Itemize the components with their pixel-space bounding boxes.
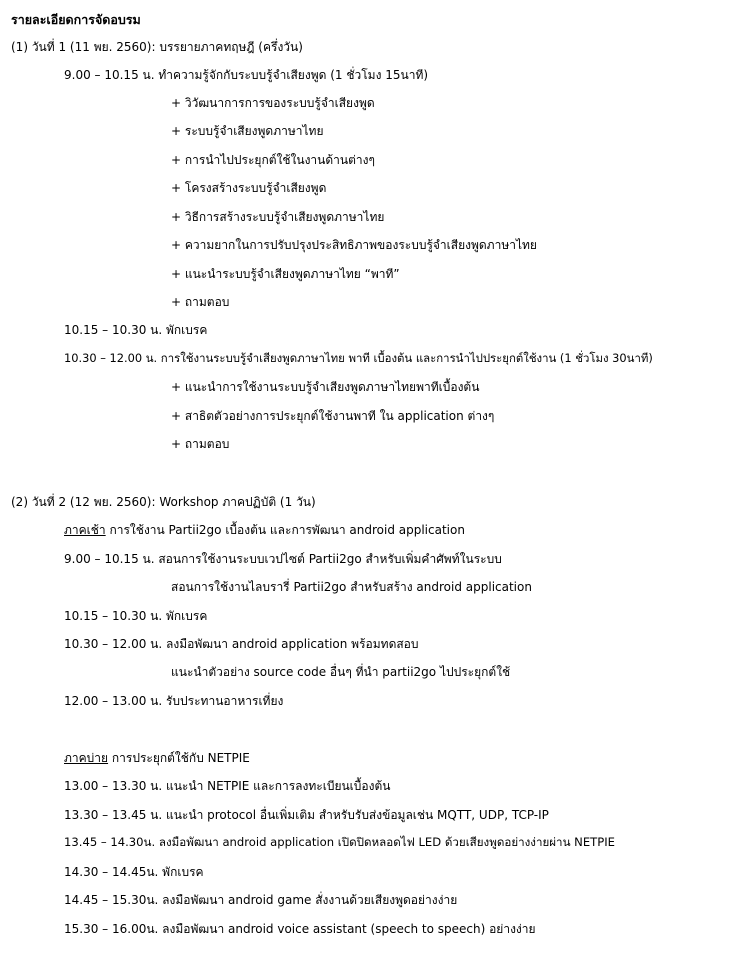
day2-afternoon-item: 13.45 – 14.30น. ลงมือพัฒนา android application เปิดปิดหลอดไฟ LED ด้วยเสียงพูดอย่างง่ายผ่าน NETPIE [64,835,615,849]
day2-afternoon-header [64,751,250,765]
day1-session2-item: + แนะนำการใช้งานระบบรู้จำเสียงพูดภาษาไทยพาทีเบื้องต้น [171,380,480,394]
day1-session1: 9.00 – 10.15 น. ทำความรู้จักกับระบบรู้จำเสียงพูด (1 ชั่วโมง 15นาที) [64,68,429,82]
day2-afternoon-item: 13.00 – 13.30 น. แนะนำ NETPIE และการลงทะเบียนเบื้องต้น [64,779,391,793]
morning-label: ภาคเช้า [64,523,106,537]
day1-session1-item: + ระบบรู้จำเสียงพูดภาษาไทย [171,124,324,138]
page-title: รายละเอียดการจัดอบรม [11,12,141,27]
day2-morning-session1-line2: สอนการใช้งานไลบรารี่ Partii2go สำหรับสร้าง android application [171,580,532,594]
day2-morning-header [64,523,465,537]
day1-session1-item: + ถามตอบ [171,295,230,309]
day1-session1-item: + โครงสร้างระบบรู้จำเสียงพูด [171,181,327,195]
day2-morning-session2: 10.30 – 12.00 น. ลงมือพัฒนา android application พร้อมทดสอบ [64,637,419,651]
day2-lunch: 12.00 – 13.00 น. รับประทานอาหารเที่ยง [64,694,284,708]
day1-session1-item: + แนะนำระบบรู้จำเสียงพูดภาษาไทย “พาที” [171,267,400,281]
day1-session1-item: + ความยากในการปรับปรุงประสิทธิภาพของระบบรู้จำเสียงพูดภาษาไทย [171,238,537,252]
day2-morning-session1: 9.00 – 10.15 น. สอนการใช้งานระบบเวปไซต์ Partii2go สำหรับเพิ่มคำศัพท์ในระบบ [64,552,502,566]
day1-session2-item: + สาธิตตัวอย่างการประยุกต์ใช้งานพาที ใน application ต่างๆ [171,409,495,423]
day2-morning-session2-line2: แนะนำตัวอย่าง source code อื่นๆ ที่นำ partii2go ไปประยุกต์ใช้ [171,665,511,679]
day1-session1-item: + วิวัฒนาการการของระบบรู้จำเสียงพูด [171,96,375,110]
day1-session2-item: + ถามตอบ [171,437,230,451]
day2-afternoon-item: 14.30 – 14.45น. พักเบรค [64,865,204,879]
day2-morning-break: 10.15 – 10.30 น. พักเบรค [64,609,208,623]
day1-session1-item: + การนำไปประยุกต์ใช้ในงานด้านต่างๆ [171,153,375,167]
afternoon-label: ภาคบ่าย [64,751,109,765]
afternoon-text: การประยุกต์ใช้กับ NETPIE [108,751,250,765]
day2-afternoon-item: 13.30 – 13.45 น. แนะนำ protocol อื่นเพิ่มเติม สำหรับรับส่งข้อมูลเช่น MQTT, UDP, TCP-IP [64,808,549,822]
day1-heading: (1) วันที่ 1 (11 พย. 2560): บรรยายภาคทฤษฎี (ครึ่งวัน) [11,40,303,54]
day2-heading: (2) วันที่ 2 (12 พย. 2560): Workshop ภาคปฏิบัติ (1 วัน) [11,495,316,509]
morning-text: การใช้งาน Partii2go เบื้องต้น และการพัฒนา android application [105,523,465,537]
day1-session2: 10.30 – 12.00 น. การใช้งานระบบรู้จำเสียงพูดภาษาไทย พาที เบื้องต้น และการนำไปประยุกต์ใช้งาน (1 ชั่วโมง 30นาที) [64,351,653,365]
day2-afternoon-item: 14.45 – 15.30น. ลงมือพัฒนา android game สั่งงานด้วยเสียงพูดอย่างง่าย [64,893,458,907]
day2-afternoon-item: 15.30 – 16.00น. ลงมือพัฒนา android voice assistant (speech to speech) อย่างง่าย [64,922,536,936]
day1-break: 10.15 – 10.30 น. พักเบรค [64,323,208,337]
day1-session1-item: + วิธีการสร้างระบบรู้จำเสียงพูดภาษาไทย [171,210,385,224]
